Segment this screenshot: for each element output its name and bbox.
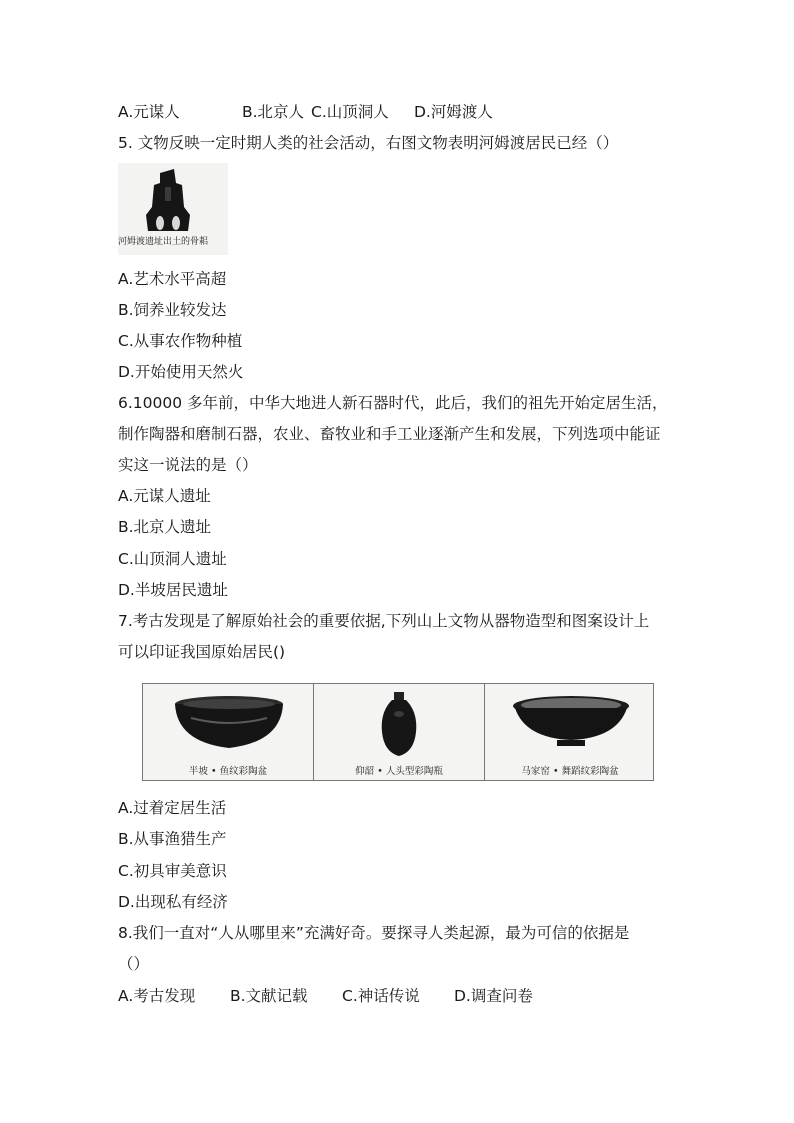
q6-stem-line-3: 实这一说法的是（） xyxy=(118,456,258,474)
q6-option-d[interactable]: D.半坡居民遗址 xyxy=(118,581,228,599)
human-head-vase-icon xyxy=(314,684,484,764)
q5-option-a[interactable]: A.艺术水平高超 xyxy=(118,270,227,288)
q6-stem-line-1: 6.10000 多年前，中华大地进人新石器时代，此后，我们的祖先开始定居生活， xyxy=(118,394,668,412)
q5-stem: 5. 文物反映一定时期人类的社会活动，右图文物表明河姆渡居民已经（） xyxy=(118,134,619,152)
q5-option-b[interactable]: B.饲养业较发达 xyxy=(118,301,227,319)
q8-options xyxy=(118,985,533,1007)
q7-stem-line-1: 7.考古发现是了解原始社会的重要依据,下列山上文物从器物造型和图案设计上 xyxy=(118,612,650,630)
q6-option-c[interactable]: C.山顶洞人遗址 xyxy=(118,550,227,568)
q6-option-b[interactable]: B.北京人遗址 xyxy=(118,518,212,536)
q6-stem-line-2: 制作陶器和磨制石器，农业、畜牧业和手工业逐渐产生和发展，下列选项中能证 xyxy=(118,425,661,443)
q7-option-c[interactable]: C.初具审美意识 xyxy=(118,862,227,880)
q4-option-d[interactable]: D.河姆渡人 xyxy=(414,103,493,121)
pottery-cell-banpo xyxy=(143,684,314,780)
q8-option-d[interactable]: D.调查问卷 xyxy=(454,987,533,1005)
q4-option-c[interactable]: C.山顶洞人 xyxy=(311,103,389,121)
q8-option-b[interactable]: B.文献记载 xyxy=(230,987,308,1005)
pottery-cell-yangshao xyxy=(314,684,485,780)
q4-option-b[interactable]: B.北京人 xyxy=(242,103,305,121)
q8-option-c[interactable]: C.神话传说 xyxy=(342,987,420,1005)
q8-stem-line-2: （） xyxy=(118,955,150,973)
q7-option-a[interactable]: A.过着定居生活 xyxy=(118,799,227,817)
q7-option-d[interactable]: D.出现私有经济 xyxy=(118,893,228,911)
q5-option-d[interactable]: D.开始使用天然火 xyxy=(118,363,244,381)
pottery-caption-1: 半坡 • 鱼纹彩陶盆 xyxy=(188,766,268,777)
q8-stem-line-1: 8.我们一直对“人从哪里来”充满好奇。要探寻人类起源，最为可信的依据是 xyxy=(118,924,630,942)
q7-stem-line-2: 可以印证我国原始居民() xyxy=(118,643,286,661)
dance-pattern-basin-icon xyxy=(485,684,655,764)
q5-image-caption: 河姆渡遗址出土的骨耜 xyxy=(118,237,209,247)
pottery-cell-majiayao xyxy=(485,684,655,780)
q4-options xyxy=(118,101,493,123)
q4-option-a[interactable]: A.元谋人 xyxy=(118,103,180,121)
q5-option-c[interactable]: C.从事农作物种植 xyxy=(118,332,243,350)
q8-option-a[interactable]: A.考古发现 xyxy=(118,987,196,1005)
bone-spade-image xyxy=(118,163,228,255)
fish-pattern-basin-icon xyxy=(143,684,313,764)
q7-option-b[interactable]: B.从事渔猎生产 xyxy=(118,830,227,848)
pottery-images xyxy=(142,683,654,781)
pottery-caption-3: 马家窑 • 舞蹈纹彩陶盆 xyxy=(521,766,619,777)
pottery-caption-2: 仰韶 • 人头型彩陶瓶 xyxy=(355,766,443,777)
q6-option-a[interactable]: A.元谋人遗址 xyxy=(118,487,211,505)
